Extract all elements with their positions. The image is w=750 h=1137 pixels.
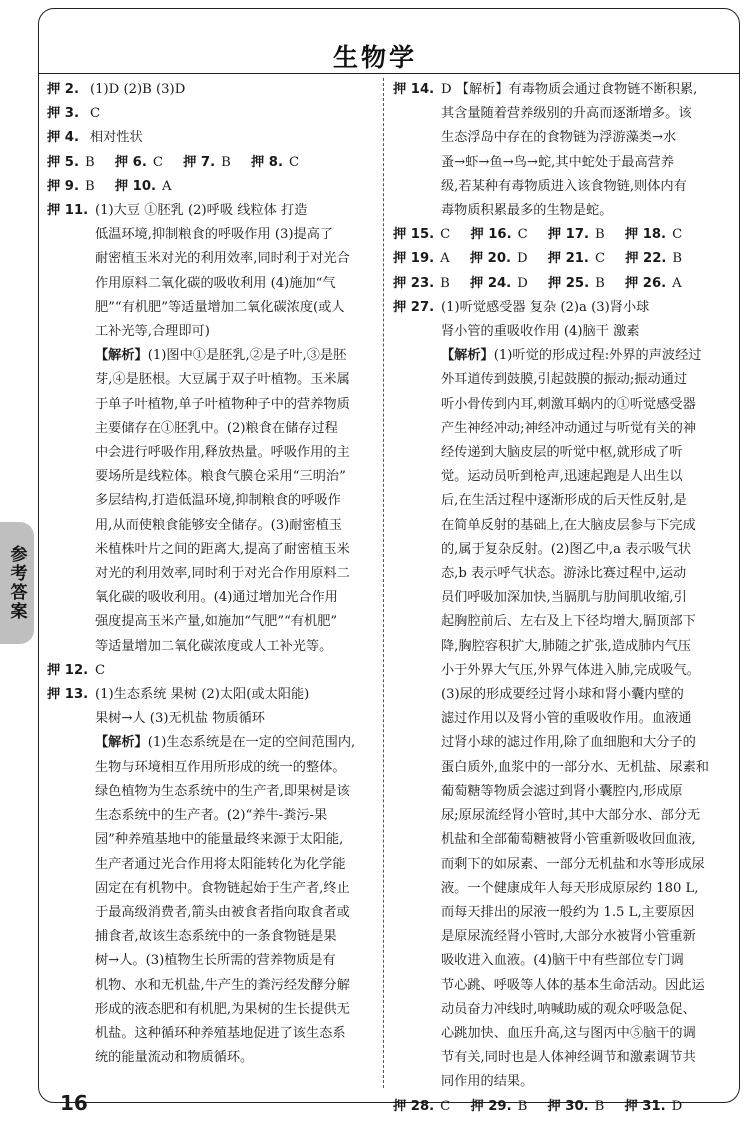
analysis-line: 葡萄糖等物质会滤过到肾小囊腔内,形成原 [441, 783, 683, 799]
analysis-line: 液。一个健康成年人每天形成原尿约 180 L, [441, 880, 699, 896]
answer-text: (1)D (2)B (3)D [90, 82, 186, 97]
analysis-line: 对光的利用效率,同时利于对光合作用原料二 [95, 566, 350, 582]
answer-value: C [440, 1098, 451, 1114]
analysis-line: 过肾小球的滤过作用,除了血细胞和大分子的 [441, 735, 696, 751]
answer-value: D [517, 251, 528, 267]
analysis-line: 降,胸腔容积扩大,肺随之扩张,造成肺内气压 [441, 638, 691, 654]
question-label: 押 6. [114, 154, 147, 170]
analysis-line: 生态系统中的生产者。(2)“养牛-粪污-果 [95, 808, 328, 824]
question-label: 押 26. [625, 275, 667, 291]
question-label: 押 28. [393, 1098, 435, 1114]
answer-value: A [162, 178, 172, 194]
analysis-line: 而每天排出的尿液一般约为 1.5 L,主要原因 [441, 904, 695, 920]
analysis-line: 态,b 表示呼气状态。游泳比赛过程中,运动 [441, 566, 687, 582]
question-label: 押 15. [393, 227, 435, 243]
analysis-line: 机盐。这种循环种养殖基地促进了该生态系 [95, 1025, 346, 1041]
analysis-line: 主要储存在①胚乳中。(2)粮食在储存过程 [95, 420, 338, 436]
analysis-line: 蚤→虾→鱼→鸟→蛇,其中蛇处于最高营养 [441, 154, 675, 170]
analysis-line: 而剩下的如尿素、一部分无机盐和水等形成尿 [441, 856, 705, 872]
analysis-line: 形成的液态肥和有机肥,为果树的生长提供无 [95, 1001, 350, 1017]
analysis-line: 强度提高玉米产量,如施加“气肥”“有机肥” [95, 614, 338, 630]
analysis-line: 于最高级消费者,箭头由被食者指向取食者或 [95, 904, 350, 920]
analysis-line: 滤过作用以及肾小管的重吸收作用。血液通 [441, 711, 692, 727]
answer-text: 相对性状 [90, 130, 143, 146]
page-title: 生物学 [332, 43, 417, 72]
answer-value: B [672, 251, 683, 267]
question-label: 押 9. [47, 178, 79, 194]
answer-q14 [393, 78, 723, 223]
answer-value: B [594, 1098, 605, 1114]
question-label: 押 31. [624, 1098, 666, 1114]
answer-q4 [47, 126, 373, 150]
analysis-line: 统的能量流动和物质循环。 [95, 1050, 254, 1066]
analysis-line: 级,若某种有毒物质进入该食物链,则体内有 [441, 178, 687, 194]
answer-body [441, 78, 723, 223]
answer-value: B [221, 154, 231, 170]
question-label: 押 5. [47, 154, 79, 170]
question-label: 押 11. [47, 203, 89, 219]
analysis-line: 后,在生活过程中逐渐形成的后天性反射,是 [441, 493, 687, 509]
analysis-text: (1)生态系统是在一定的空间范围内, [147, 735, 356, 751]
analysis-line: 的,属于复杂反射。(2)图乙中,a 表示吸气状 [441, 541, 692, 557]
analysis-line: 多层结构,打造低温环境,抑制粮食的呼吸作 [95, 493, 341, 509]
answer-line: 低温环境,抑制粮食的呼吸作用 (3)提高了 [95, 227, 334, 243]
answer-q9-10 [47, 175, 373, 199]
analysis-line: 听小骨传到内耳,刺激耳蜗内的①听觉感受器 [441, 396, 696, 412]
answer-q11 [47, 199, 373, 659]
answer-value: B [595, 227, 605, 243]
analysis-line: 于单子叶植物,单子叶植物种子中的营养物质 [95, 396, 350, 412]
question-label: 押 18. [624, 227, 667, 243]
answer-q19-22 [393, 247, 723, 271]
analysis-line: 经传递到大脑皮层的听觉中枢,就形成了听 [441, 445, 683, 461]
question-label: 押 29. [470, 1098, 512, 1114]
answer-value: B [84, 154, 95, 170]
question-label: 押 13. [47, 687, 89, 703]
analysis-line: 机盐和全部葡萄糖被肾小管重新吸收回血液, [441, 832, 696, 848]
analysis-line: 中会进行呼吸作用,释放热量。呼吸作用的主 [95, 445, 350, 461]
analysis-label: 【解析】 [95, 735, 148, 751]
answer-value: B [595, 275, 605, 291]
side-tab-label: 参考答案 [6, 545, 27, 621]
question-label: 押 16. [470, 227, 512, 243]
analysis-line: 员们呼吸加深加快,当膈肌与肋间肌收缩,引 [441, 590, 687, 606]
answer-q12 [47, 659, 373, 683]
answer-line: (1)听觉感受器 复杂 (2)a (3)肾小球 [441, 299, 650, 315]
analysis-line: 芽,④是胚根。大豆属于双子叶植物。玉米属 [95, 372, 350, 388]
question-label: 押 4. [47, 130, 79, 146]
analysis-line: 节心跳、呼吸等人体的基本生命活动。因此运 [441, 977, 705, 993]
analysis-text: (1)听觉的形成过程:外界的声波经过 [493, 348, 702, 364]
answer-line: 果树→人 (3)无机盐 物质循环 [95, 711, 265, 727]
analysis-line: 树→人。(3)植物生长所需的营养物质是有 [95, 953, 336, 969]
answer-value: C [594, 251, 606, 267]
analysis-text: (1)图中①是胚乳,②是子叶,③是胚 [147, 348, 347, 364]
answer-q5-8 [47, 151, 373, 175]
question-label: 押 30. [547, 1098, 589, 1114]
analysis-line: (3)尿的形成要经过肾小球和肾小囊内壁的 [441, 687, 684, 703]
page-number: 16 [60, 1091, 88, 1115]
question-label: 押 7. [183, 154, 216, 170]
answer-line: 耐密植玉米对光的利用效率,同时利于对光合 [95, 251, 350, 267]
answer-line: 肥”“有机肥”等适量增加二氧化碳浓度(或人 [95, 299, 345, 315]
answer-q28-31 [393, 1095, 723, 1119]
analysis-line [95, 731, 373, 755]
question-label: 押 21. [547, 251, 589, 267]
analysis-line: 小于外界大气压,外界气体进入肺,完成吸气。 [441, 662, 700, 678]
answer-line: 肾小管的重吸收作用 (4)脑干 激素 [441, 324, 640, 340]
analysis-line [441, 344, 723, 368]
answer-q3 [47, 102, 373, 126]
left-column [47, 78, 373, 1070]
analysis-line: 等适量增加二氧化碳浓度或人工补光等。 [95, 638, 333, 654]
answer-text: C [95, 662, 106, 678]
question-label: 押 25. [547, 275, 590, 291]
analysis-line: 蛋白质外,血浆中的一部分水、无机盐、尿素和 [441, 759, 709, 775]
answer-value: C [288, 154, 300, 170]
answer-q15-18 [393, 223, 723, 247]
answer-value: A [440, 251, 450, 267]
column-divider [383, 78, 384, 1088]
question-label: 押 12. [47, 662, 89, 678]
analysis-line: 其含量随着营养级别的升高而逐渐增多。该 [441, 106, 692, 122]
answer-q2 [47, 78, 373, 102]
analysis-line: 是原尿流经肾小管时,大部分水被肾小管重新 [441, 929, 696, 945]
analysis-line: 动员奋力冲线时,呐喊助威的观众呼吸急促、 [441, 1001, 696, 1017]
analysis-line: 产生神经冲动;神经冲动通过与听觉有关的神 [441, 420, 697, 436]
answer-q27 [393, 296, 723, 1095]
question-label: 押 27. [393, 299, 435, 315]
answer-value: B [517, 1098, 528, 1114]
answer-value: C [152, 154, 163, 170]
analysis-line: 要场所是线粒体。粮食气膜仓采用“三明治” [95, 469, 346, 485]
answer-value: C [672, 227, 683, 243]
analysis-line: 心跳加快、血压升高,这与图丙中⑤脑干的调 [441, 1025, 696, 1041]
question-label: 押 20. [469, 251, 512, 267]
question-label: 押 14. [393, 82, 435, 97]
answer-value: D [517, 275, 528, 291]
analysis-line: 生态浮岛中存在的食物链为浮游藻类→水 [441, 130, 677, 146]
answer-value: C [517, 227, 528, 243]
answer-line: 作用原料二氧化碳的吸收利用 (4)施加“气 [95, 275, 336, 291]
answer-q13 [47, 683, 373, 1070]
question-label: 押 2. [47, 82, 79, 97]
analysis-line: 园”种养殖基地中的能量最终来源于太阳能, [95, 832, 344, 848]
answer-body [95, 683, 373, 1070]
analysis-line: 固定在有机物中。食物链起始于生产者,终止 [95, 880, 350, 896]
answer-value: B [440, 275, 450, 291]
analysis-line [95, 344, 373, 368]
title-divider [38, 73, 740, 74]
answer-body [441, 296, 723, 1095]
analysis-line: 机物、水和无机盐,牛产生的粪污经发酵分解 [95, 977, 350, 993]
right-column [393, 78, 723, 1119]
answer-value: C [440, 227, 451, 243]
question-label: 押 23. [393, 275, 435, 291]
question-label: 押 24. [470, 275, 512, 291]
answer-line: 工补光等,合理即可) [95, 324, 210, 340]
analysis-line: 外耳道传到鼓膜,引起鼓膜的振动;振动通过 [441, 372, 688, 388]
answer-line: (1)生态系统 果树 (2)太阳(或太阳能) [95, 687, 310, 703]
analysis-line: 在简单反射的基础上,在大脑皮层参与下完成 [441, 517, 696, 533]
analysis-line: 绿色植物为生态系统中的生产者,即果树是该 [95, 783, 350, 799]
answer-body [95, 199, 373, 659]
question-label: 押 10. [114, 178, 157, 194]
answer-q23-26 [393, 272, 723, 296]
side-tab [0, 522, 34, 644]
analysis-line: 同作用的结果。 [441, 1074, 534, 1090]
question-label: 押 17. [547, 227, 590, 243]
question-label: 押 19. [393, 251, 435, 267]
analysis-line: 氧化碳的吸收利用。(4)通过增加光合作用 [95, 590, 338, 606]
answer-value: B [84, 178, 95, 194]
analysis-line: 节有关,同时也是人体神经调节和激素调节共 [441, 1050, 696, 1066]
question-label: 押 22. [625, 251, 667, 267]
answer-value: D [671, 1098, 683, 1114]
analysis-label: 【解析】 [95, 348, 148, 364]
question-label: 押 8. [251, 154, 283, 170]
answer-text: C [90, 106, 101, 122]
analysis-line: 用,从而使粮食能够安全储存。(3)耐密植玉 [95, 517, 343, 533]
answer-line: (1)大豆 ①胚乳 (2)呼吸 线粒体 打造 [95, 203, 308, 219]
analysis-line: 米植株叶片之间的距离大,提高了耐密植玉米 [95, 541, 350, 557]
analysis-line: 生物与环境相互作用所形成的统一的整体。 [95, 759, 346, 775]
analysis-line: 起胸腔前后、左右及上下径均增大,膈顶部下 [441, 614, 696, 630]
answer-value: A [672, 275, 682, 291]
analysis-line: 觉。运动员听到枪声,迅速起跑是人出生以 [441, 469, 683, 485]
analysis-line: 吸收进入血液。(4)脑干中有些部位专门调 [441, 953, 684, 969]
analysis-line: 毒物质积累最多的生物是蛇。 [441, 203, 613, 219]
analysis-line: 捕食者,故该生态系统中的一条食物链是果 [95, 929, 337, 945]
question-label: 押 3. [47, 106, 79, 122]
analysis-line: 生产者通过光合作用将太阳能转化为化学能 [95, 856, 346, 872]
analysis-line: 尿;原尿流经肾小管时,其中大部分水、部分无 [441, 808, 701, 824]
analysis-label: 【解析】 [441, 348, 494, 364]
answer-line: D 【解析】有毒物质会通过食物链不断积累, [441, 82, 698, 97]
